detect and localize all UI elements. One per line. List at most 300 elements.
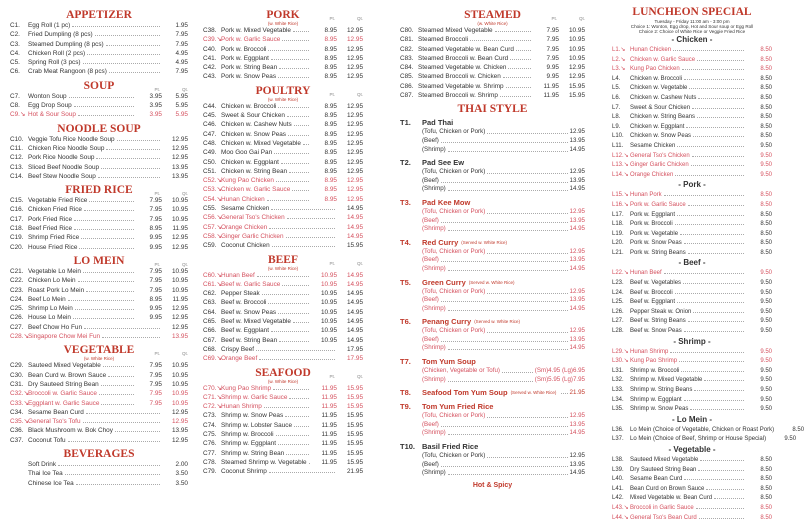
menu-item[interactable] [612,219,772,229]
quart-label: Qt. [335,13,363,25]
item-code: T1. [400,118,422,128]
dot-leader [684,74,744,80]
item-code: C4. [10,49,28,58]
menu-item[interactable] [10,224,188,233]
thai-dish[interactable] [400,388,585,398]
menu-item[interactable] [10,399,188,408]
menu-item[interactable] [203,326,363,335]
menu-item[interactable] [203,148,363,157]
price-quart: 5.95 [162,101,188,110]
menu-item[interactable] [203,185,363,194]
thai-option [400,469,585,478]
menu-item[interactable] [612,190,772,200]
menu-item[interactable] [612,425,772,435]
menu-item[interactable] [10,135,188,144]
menu-item[interactable] [10,110,188,119]
item-name: Shrimp w. Mixed Vegetable [630,376,702,385]
menu-item[interactable] [203,213,363,222]
price-quart: 14.95 [337,271,363,280]
dot-leader [516,45,531,51]
price-quart: 14.95 [337,308,363,317]
thai-dish-title [400,158,585,168]
dot-leader [683,278,744,284]
menu-item[interactable] [612,131,772,141]
menu-item[interactable] [612,493,772,503]
size-labels [307,89,363,101]
menu-item[interactable] [203,354,363,363]
item-name: Pad Kee Mow [422,198,470,208]
option-price: 12.95 [570,288,585,297]
dot-leader [293,317,309,323]
dot-leader [285,411,309,417]
menu-item[interactable] [203,102,363,111]
item-code: L35. [612,405,630,414]
section-title [10,184,188,196]
menu-item[interactable] [612,375,772,385]
menu-item[interactable] [612,268,772,278]
item-code-spicy: C9.↘ [10,110,28,119]
menu-item[interactable] [203,308,363,317]
dot-leader [487,327,567,333]
price-quart: 8.50 [746,220,772,229]
menu-item[interactable] [612,455,772,465]
menu-item[interactable] [400,63,585,72]
menu-item[interactable] [203,458,363,467]
dot-leader [699,513,744,519]
price-quart: 15.95 [337,439,363,448]
menu-item[interactable] [10,460,188,469]
menu-item[interactable] [203,72,363,81]
price-pint: 11.95 [533,91,559,100]
dot-leader [697,112,744,118]
menu-item[interactable] [612,210,772,220]
item-name: Broccoli in Garlic Sauce [630,504,694,513]
item-code-spicy: L29.↘ [612,348,630,357]
dot-leader [83,58,160,64]
menu-item[interactable] [10,153,188,162]
item-name: Beef w. Eggplant [221,326,269,335]
item-name: Chicken w. Eggplant [630,123,684,132]
menu-item[interactable] [203,232,363,241]
price-pint: 11.95 [311,430,337,439]
menu-item[interactable] [612,122,772,132]
item-code: C3. [10,40,28,49]
menu-item[interactable] [203,241,363,250]
menu-item[interactable] [203,336,363,345]
item-name: Shrimp w. Snow Peas [630,405,688,414]
dot-leader [684,474,744,480]
menu-item[interactable] [203,167,363,176]
item-name: Beef w. Snow Peas [221,308,276,317]
menu-item[interactable] [612,503,772,513]
menu-item[interactable] [10,163,188,172]
menu-item[interactable] [10,276,188,285]
dot-leader [698,465,744,471]
price-pint: 7.95 [136,276,162,285]
menu-item[interactable] [612,465,772,475]
dot-leader [74,215,134,221]
thai-dish[interactable] [400,158,585,194]
menu-item[interactable] [400,72,585,81]
menu-item[interactable] [10,49,188,58]
menu-item[interactable] [10,371,188,380]
price-quart: 10.95 [162,380,188,389]
menu-item[interactable] [612,93,772,103]
price-quart: 8.50 [746,456,772,465]
dot-leader [108,371,134,377]
price-quart: 4.95 [162,49,188,58]
item-code: C73. [203,411,221,420]
menu-item[interactable] [203,317,363,326]
dot-leader [441,296,568,302]
price-quart: 8.50 [746,46,772,55]
price-pint: 10.95 [311,271,337,280]
item-name: Tom Yum Fried Rice [422,402,493,412]
item-name: Wonton Soup [28,92,67,101]
price-quart: 8.50 [746,191,772,200]
thai-option [400,336,585,345]
menu-item[interactable] [612,484,772,494]
menu-item[interactable] [612,513,772,522]
item-name: Roast Pork Lo Mein [28,286,84,295]
thai-dish[interactable] [400,317,585,353]
menu-item[interactable] [10,323,188,332]
menu-item[interactable] [203,393,363,402]
menu-item[interactable] [612,103,772,113]
menu-item[interactable] [612,474,772,484]
thai-dish[interactable] [400,118,585,154]
menu-item[interactable] [203,430,363,439]
menu-item[interactable] [612,229,772,239]
price-quart: 8.50 [746,504,772,513]
menu-item[interactable] [10,233,188,242]
thai-option [400,421,585,430]
item-name: Crab Meat Rangoon (8 pcs) [28,67,107,76]
price-quart: 12.95 [337,54,363,63]
section-subtitle: (w. White Rice) [203,21,363,26]
item-name: Kung Pao Shrimp [221,384,271,393]
menu-item[interactable] [203,467,363,476]
item-name: Beef w. String Beans [630,317,686,326]
menu-item[interactable] [612,307,772,317]
menu-item[interactable] [203,158,363,167]
dot-leader [273,384,309,390]
item-name: Thai Ice Tea [28,469,63,478]
price-quart: 10.95 [559,26,585,35]
menu-item[interactable] [612,316,772,326]
item-name: Kung Pao Chicken [221,176,274,185]
menu-item[interactable] [612,141,772,151]
thai-dish[interactable] [400,238,585,274]
item-code: L23. [612,279,630,288]
item-name: Beef Chow Ho Fun [28,323,82,332]
price-pint: 7.95 [136,286,162,295]
menu-item[interactable] [612,64,772,74]
dot-leader [487,248,567,254]
item-name: Chicken Fried Rice [28,205,82,214]
menu-item[interactable] [10,304,188,313]
menu-item[interactable] [203,223,363,232]
menu-item[interactable] [10,426,188,435]
menu-item[interactable] [10,30,188,39]
menu-item[interactable] [203,421,363,430]
price-pint: 10.95 [311,280,337,289]
thai-dish[interactable] [400,278,585,314]
dot-leader [103,361,134,367]
menu-item[interactable] [10,408,188,417]
price-quart: 9.50 [746,279,772,288]
item-code: C83. [400,54,418,63]
menu-item[interactable] [10,332,188,341]
item-code: C21. [10,267,28,276]
menu-item[interactable] [10,67,188,76]
menu-item[interactable] [10,286,188,295]
menu-item[interactable] [10,380,188,389]
menu-item[interactable] [203,402,363,411]
menu-item[interactable] [203,45,363,54]
price-pint: 11.95 [311,449,337,458]
price-pint: 7.95 [136,196,162,205]
price-quart: 13.95 [162,426,188,435]
option-label: (Tofu, Chicken or Pork) [422,208,485,217]
menu-item[interactable] [400,45,585,54]
thai-dish-title [400,198,585,208]
menu-item[interactable] [203,280,363,289]
thai-option [400,461,585,470]
dot-leader [257,271,309,277]
price-pint: 7.95 [136,389,162,398]
price-quart: 13.95 [162,163,188,172]
menu-item[interactable] [400,91,585,100]
menu-item[interactable] [612,385,772,395]
price-quart: 15.95 [337,458,363,467]
thai-dish[interactable] [400,442,585,478]
menu-section-fried-rice [10,184,188,252]
menu-item[interactable] [612,404,772,414]
dot-leader [282,280,309,286]
item-code: T9. [400,402,422,412]
price-pint: 9.95 [136,243,162,252]
price-quart: 11.95 [162,295,188,304]
item-code: L36. [612,426,630,435]
item-code: L20. [612,239,630,248]
menu-item[interactable] [400,35,585,44]
menu-item[interactable] [203,176,363,185]
menu-item[interactable] [203,449,363,458]
section-title-text: SEAFOOD [255,367,311,379]
dot-leader [704,375,744,381]
thai-dish-title [400,238,585,248]
price-pint: 8.95 [311,45,337,54]
dot-leader [682,64,744,70]
option-price: 13.95 [570,461,585,470]
menu-item[interactable] [400,26,585,35]
menu-section-poultry [203,85,363,251]
menu-item[interactable] [10,313,188,322]
menu-item[interactable] [612,326,772,336]
menu-item[interactable] [612,238,772,248]
menu-item[interactable] [10,101,188,110]
price-quart: 12.95 [337,158,363,167]
thai-dish[interactable] [400,357,585,384]
menu-item[interactable] [612,112,772,122]
dot-leader [74,224,134,230]
menu-item[interactable] [10,40,188,49]
item-code: C24. [10,295,28,304]
item-name: Beef Fried Rice [28,224,72,233]
menu-item[interactable] [203,439,363,448]
section-subtitle: (w. White Rice) [203,97,363,102]
thai-option [400,185,585,194]
item-code: C47. [203,130,221,139]
menu-item[interactable] [612,395,772,405]
menu-item[interactable] [203,139,363,148]
menu-item[interactable] [612,288,772,298]
menu-item[interactable] [10,205,188,214]
menu-item[interactable] [612,356,772,366]
menu-item[interactable] [203,204,363,213]
menu-item[interactable] [612,248,772,258]
price-quart: 12.95 [337,176,363,185]
item-code: L8. [612,113,630,122]
dot-leader [101,163,160,169]
menu-item[interactable] [400,82,585,91]
menu-item[interactable] [10,469,188,478]
menu-item[interactable] [400,54,585,63]
item-name: Beef w. Garlic Sauce [221,280,280,289]
option-label: (Beef) [422,137,439,146]
option-price: 14.95 [570,429,585,438]
price-pint: 7.95 [136,399,162,408]
menu-item[interactable] [203,111,363,120]
menu-item[interactable] [203,130,363,139]
dot-leader [500,91,531,97]
thai-option [400,452,585,461]
menu-item[interactable] [203,298,363,307]
price-pint: 11.95 [311,393,337,402]
menu-item[interactable] [10,436,188,445]
dot-leader [271,54,309,60]
thai-option [400,146,585,155]
option-label: (Tofu, Chicken or Pork) [422,168,485,177]
dot-leader [679,356,744,362]
thai-dish-title [400,402,585,412]
price-pint: 11.95 [533,82,559,91]
item-code: C75. [203,430,221,439]
item-code-spicy: L43.↘ [612,504,630,513]
item-name: Steamed Vegetable w. Shrimp [418,82,504,91]
menu-item[interactable] [203,120,363,129]
menu-item[interactable] [203,345,363,354]
menu-item[interactable] [203,26,363,35]
menu-item[interactable] [612,297,772,307]
item-code: C62. [203,289,221,298]
menu-item[interactable] [10,58,188,67]
price-quart: 15.95 [337,430,363,439]
option-price: 12.95 [570,248,585,257]
menu-item[interactable] [612,170,772,180]
menu-item[interactable] [612,200,772,210]
item-name: General Tso's Bean Curd [630,514,697,522]
menu-item[interactable] [203,195,363,204]
price-quart: 12.95 [337,148,363,157]
menu-item[interactable] [612,83,772,93]
item-code: L4. [612,75,630,84]
menu-item[interactable] [10,361,188,370]
menu-item[interactable] [612,45,772,55]
item-code: C81. [400,35,418,44]
menu-item[interactable] [612,55,772,65]
menu-item[interactable] [612,160,772,170]
menu-item[interactable] [203,63,363,72]
price-quart: 9.50 [746,348,772,357]
dot-leader [448,305,568,311]
price-quart: 8.50 [746,239,772,248]
menu-item[interactable] [10,479,188,488]
menu-item[interactable] [612,74,772,84]
price-quart: 8.50 [778,426,804,435]
menu-item[interactable] [203,289,363,298]
menu-item[interactable] [10,417,188,426]
thai-dish[interactable] [400,198,585,234]
item-code: C19. [10,233,28,242]
section-title [10,344,188,361]
menu-item[interactable] [10,215,188,224]
menu-item[interactable] [203,54,363,63]
menu-item[interactable] [612,347,772,357]
price-quart: 9.50 [746,308,772,317]
menu-item[interactable] [203,384,363,393]
dot-leader [303,139,309,145]
price-pint: 11.95 [311,421,337,430]
menu-item[interactable] [10,243,188,252]
dot-leader [72,21,160,27]
quart-label: Qt. [335,258,363,270]
item-name: Seafood Tom Yum Soup [422,388,508,398]
menu-item[interactable] [612,366,772,376]
price-quart: 12.95 [162,323,188,332]
dot-leader [686,122,744,128]
item-name: General Tso's Chicken [630,152,690,161]
price-quart: 12.95 [337,45,363,54]
section-title [400,9,585,26]
menu-item[interactable] [10,21,188,30]
item-code: C67. [203,336,221,345]
menu-item[interactable] [203,271,363,280]
menu-item[interactable] [10,144,188,153]
item-name: Tom Yum Soup [422,357,476,367]
item-code: C2. [10,30,28,39]
menu-item[interactable] [10,172,188,181]
price-quart: 8.50 [746,249,772,258]
menu-item[interactable] [612,434,772,444]
thai-dish[interactable] [400,402,585,438]
option-label: (Shrimp) [422,146,446,155]
pint-label: Pt. [307,371,335,383]
menu-item[interactable] [203,35,363,44]
menu-item[interactable] [612,278,772,288]
dot-leader [441,461,568,467]
menu-item[interactable] [612,151,772,161]
menu-item[interactable] [10,295,188,304]
thai-option [400,344,585,353]
item-code: L10. [612,132,630,141]
menu-item[interactable] [10,389,188,398]
menu-item[interactable] [203,411,363,420]
section-title [203,9,363,26]
item-name: Sauteed Mixed Vegetable [28,361,101,370]
item-code: C49. [203,148,221,157]
